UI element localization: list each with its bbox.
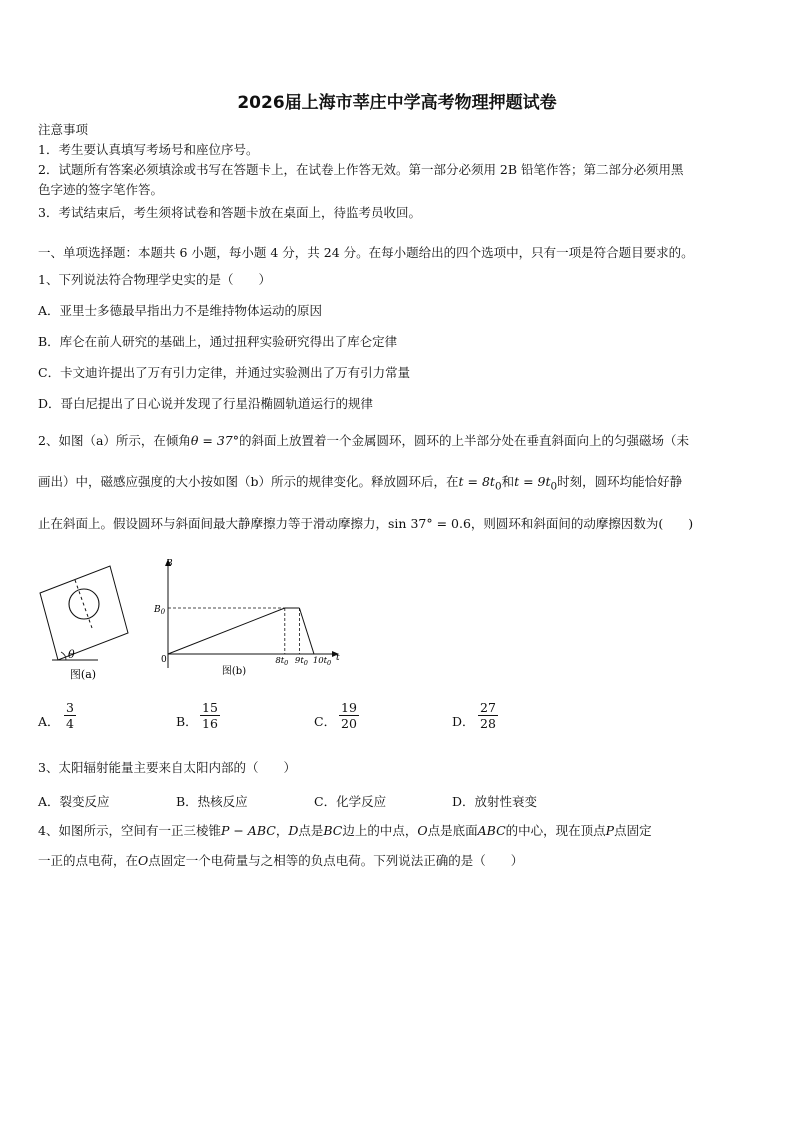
q2-option-b-fraction xyxy=(200,700,220,731)
angle-label: θ xyxy=(68,648,75,661)
q3-option-b: B．热核反应 xyxy=(176,794,248,809)
numerator: 27 xyxy=(480,700,496,715)
q4-base-abc: ABC xyxy=(477,823,506,838)
q4-text: 点是底面 xyxy=(427,823,478,838)
denominator: 20 xyxy=(341,716,357,731)
q2-text: ，则圆环和斜面间的动摩擦因数为( ) xyxy=(470,516,694,531)
subscript: 0 xyxy=(550,480,558,493)
q4-pyramid: P − ABC xyxy=(220,823,276,838)
q4-text: 点固定 xyxy=(614,823,652,838)
q2-option-b-label: B． xyxy=(176,714,198,729)
tick-text: 8t xyxy=(275,656,285,666)
tick-text: 9t xyxy=(294,656,304,666)
q1-option-c: C．卡文迪许提出了万有引力定律，并通过实验测出了万有引力常量 xyxy=(38,365,411,380)
y-tick-b0 xyxy=(153,605,166,616)
figure-a-caption: 图(a) xyxy=(69,668,97,681)
q2-option-a-fraction xyxy=(64,700,76,731)
origin-label: 0 xyxy=(161,655,167,665)
q2-option-d-label: D． xyxy=(452,714,475,729)
q2-option-d-fraction xyxy=(478,700,498,731)
q2-time-2: t = 9t xyxy=(514,474,551,489)
q4-text: ， xyxy=(275,823,289,838)
x-tick-8t0 xyxy=(275,656,288,667)
x-tick-9t0 xyxy=(295,656,308,667)
subscript: 0 xyxy=(494,480,502,493)
q4-text: 的中心，现在顶点 xyxy=(505,823,606,838)
denominator: 4 xyxy=(66,716,74,731)
q4-text: 点固定一个电荷量与之相等的负点电荷。下列说法正确的是（ ） xyxy=(148,853,524,868)
notice-item-1: 1．考生要认真填写考场号和座位序号。 xyxy=(38,142,259,157)
q4-text: 4、如图所示，空间有一正三棱锥 xyxy=(38,823,221,838)
q2-time-1: t = 8t xyxy=(458,474,495,489)
q2-text: 时刻，圆环均能恰好静 xyxy=(557,474,683,489)
q2-line-1 xyxy=(38,433,689,449)
page-title: 2026届上海市莘庄中学高考物理押题试卷 xyxy=(237,93,557,113)
q2-text: 画出）中，磁感应强度的大小按如图（b）所示的规律变化。释放圆环后，在 xyxy=(38,474,459,489)
q4-point-d: D xyxy=(288,823,299,838)
figure-b-chart xyxy=(150,556,340,686)
q4-text: 点是 xyxy=(298,823,324,838)
q3-stem: 3、太阳辐射能量主要来自太阳内部的（ ） xyxy=(38,760,296,775)
y-tick-symbol: B xyxy=(154,605,161,615)
incline-block xyxy=(40,566,128,660)
q3-option-d: D．放射性衰变 xyxy=(452,794,538,809)
denominator: 28 xyxy=(480,716,496,731)
q2-line-2 xyxy=(38,474,682,495)
q4-text: 一正的点电荷，在 xyxy=(38,853,139,868)
q2-option-c-label: C． xyxy=(314,714,337,729)
tick-subscript: 0 xyxy=(284,659,289,667)
denominator: 16 xyxy=(202,716,218,731)
numerator: 19 xyxy=(341,700,357,715)
q4-edge-bc: BC xyxy=(323,823,343,838)
q2-text: 2、如图（a）所示，在倾角 xyxy=(38,433,191,448)
q1-option-b: B．库仑在前人研究的基础上，通过扭秤实验研究得出了库仑定律 xyxy=(38,334,398,349)
numerator: 15 xyxy=(202,700,218,715)
q4-text: 边上的中点， xyxy=(342,823,418,838)
figure-a-incline xyxy=(30,548,160,688)
q4-point-p: P xyxy=(605,823,615,838)
q4-point-o: O xyxy=(417,823,428,838)
y-axis-label: B xyxy=(166,559,173,569)
q2-option-a-label: A． xyxy=(38,714,60,729)
x-tick-10t0 xyxy=(313,656,331,667)
q2-theta-eq: θ = 37° xyxy=(190,433,240,448)
q1-stem: 1、下列说法符合物理学史实的是（ ） xyxy=(38,272,271,287)
section-heading: 一、单项选择题：本题共 6 小题，每小题 4 分，共 24 分。在每小题给出的四个选项中，只有一项是符合题目要求的。 xyxy=(38,245,694,260)
notice-item-2-cont: 色字迹的签字笔作答。 xyxy=(38,182,164,197)
numerator: 3 xyxy=(66,700,74,715)
notice-item-2: 2．试题所有答案必须填涂或书写在答题卡上，在试卷上作答无效。第一部分必须用 2B 铅笔作答；第二部分必须用黑 xyxy=(38,162,684,177)
series-segment-rise xyxy=(168,608,285,654)
q1-option-a: A．亚里士多德最早指出力不是维持物体运动的原因 xyxy=(38,303,323,318)
tick-subscript: 0 xyxy=(327,659,332,667)
series-segment-fall xyxy=(299,608,314,654)
q2-text: 和 xyxy=(501,474,515,489)
q4-line-1 xyxy=(38,823,652,839)
tick-subscript: 0 xyxy=(303,659,308,667)
notice-heading: 注意事项 xyxy=(38,122,89,137)
q4-point-o: O xyxy=(138,853,149,868)
figure-b-caption: 图(b) xyxy=(221,666,247,677)
q3-option-a: A．裂变反应 xyxy=(38,794,110,809)
tick-text: 10t xyxy=(312,656,328,666)
q4-line-2 xyxy=(38,853,523,869)
x-axis-label: t xyxy=(336,653,340,663)
q2-text: 止在斜面上。假设圆环与斜面间最大静摩擦力等于滑动摩擦力， xyxy=(38,516,389,531)
q3-option-c: C．化学反应 xyxy=(314,794,387,809)
q2-option-c-fraction xyxy=(339,700,359,731)
q2-text: 的斜面上放置着一个金属圆环，圆环的上半部分处在垂直斜面向上的匀强磁场（未 xyxy=(239,433,690,448)
y-tick-subscript: 0 xyxy=(160,608,166,616)
notice-item-3: 3．考试结束后，考生须将试卷和答题卡放在桌面上，待监考员收回。 xyxy=(38,205,421,220)
q1-option-d: D．哥白尼提出了日心说并发现了行星沿椭圆轨道运行的规律 xyxy=(38,396,374,411)
field-boundary xyxy=(75,580,92,628)
q2-sin-eq: sin 37° = 0.6 xyxy=(388,516,471,531)
q2-line-3 xyxy=(38,516,693,532)
